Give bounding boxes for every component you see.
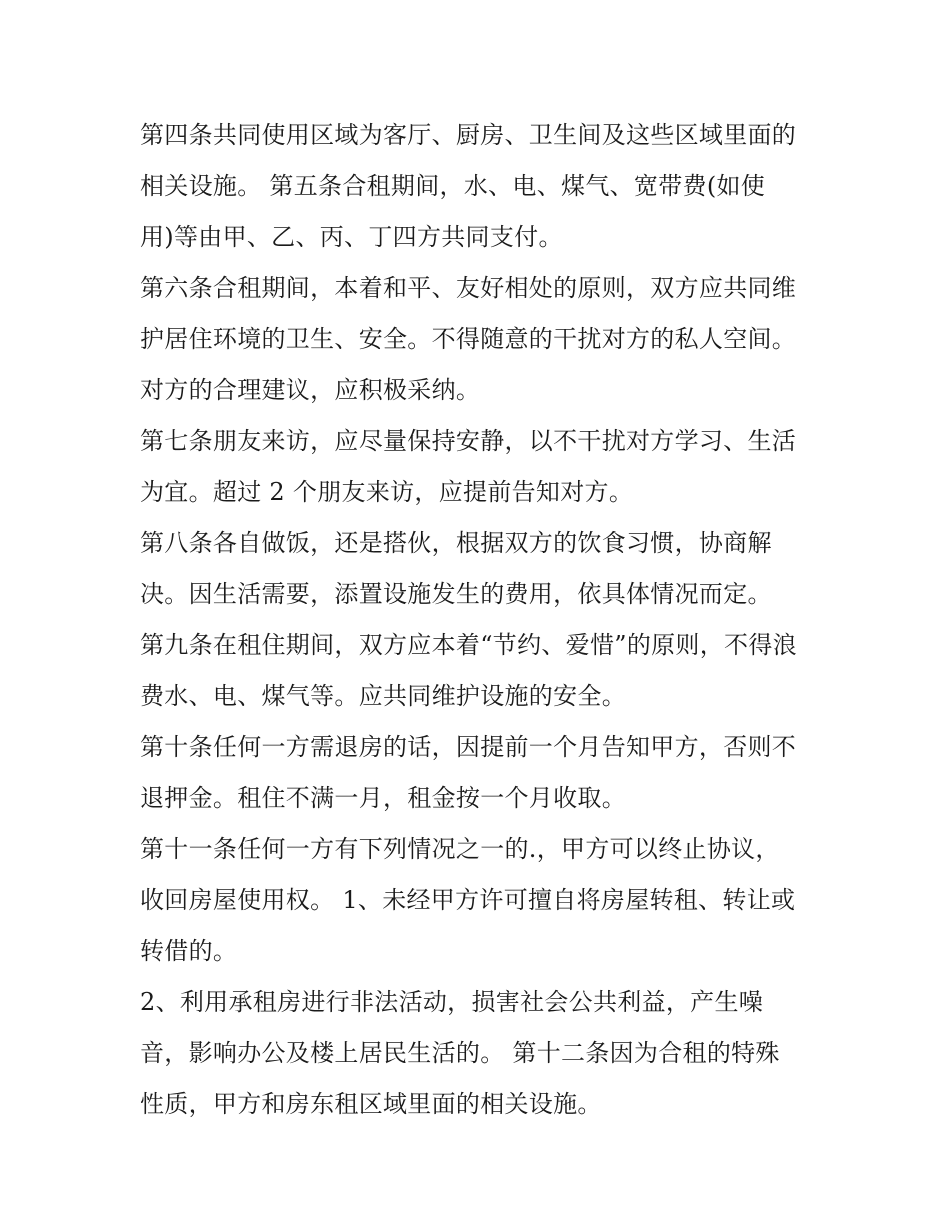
text-line: 转借的。 [140,937,238,965]
text-line: 决。因生活需要，添置设施发生的费用，依具体情况而定。 [140,580,772,608]
text-line: 第四条共同使用区域为客厅、厨房、卫生间及这些区域里面的 [140,121,797,149]
text-line: 第十条任何一方需退房的话，因提前一个月告知甲方，否则不 [140,733,797,761]
text-line: 第六条合租期间，本着和平、友好相处的原则，双方应共同维 [140,274,797,302]
text-line: 用)等由甲、乙、丙、丁四方共同支付。 [140,223,563,251]
text-line: 退押金。租住不满一月，租金按一个月收取。 [140,784,626,812]
text-line: 费水、电、煤气等。应共同维护设施的安全。 [140,682,626,710]
paragraph-article-11-item-2 [140,977,820,1130]
paragraph-article-7 [140,416,820,518]
paragraph-article-11 [140,824,820,977]
text-line: 第十一条任何一方有下列情况之一的.，甲方可以终止协议， [140,835,780,863]
paragraph-article-6 [140,263,820,416]
text-line: 2、利用承租房进行非法活动，损害社会公共利益，产生噪 [140,988,764,1016]
text-line: 为宜。超过 2 个朋友来访，应提前告知对方。 [140,478,634,506]
document-body [140,110,820,1130]
paragraph-article-10 [140,722,820,824]
paragraph-article-9 [140,620,820,722]
text-line: 收回房屋使用权。 1、未经甲方许可擅自将房屋转租、转让或 [140,886,796,914]
text-line: 护居住环境的卫生、安全。不得随意的干扰对方的私人空间。 [140,325,797,353]
text-line: 相关设施。 第五条合租期间，水、电、煤气、宽带费(如使 [140,172,766,200]
text-line: 第八条各自做饭，还是搭伙，根据双方的饮食习惯，协商解 [140,529,772,557]
text-line: 性质，甲方和房东租区域里面的相关设施。 [140,1090,602,1118]
paragraph-article-8 [140,518,820,620]
text-line: 第九条在租住期间，双方应本着“节约、爱惜”的原则，不得浪 [140,631,797,659]
text-line: 第七条朋友来访，应尽量保持安静，以不干扰对方学习、生活 [140,427,797,455]
text-line: 对方的合理建议，应积极采纳。 [140,376,481,404]
paragraph-article-4-5 [140,110,820,263]
text-line: 音，影响办公及楼上居民生活的。 第十二条因为合租的特殊 [140,1039,780,1067]
